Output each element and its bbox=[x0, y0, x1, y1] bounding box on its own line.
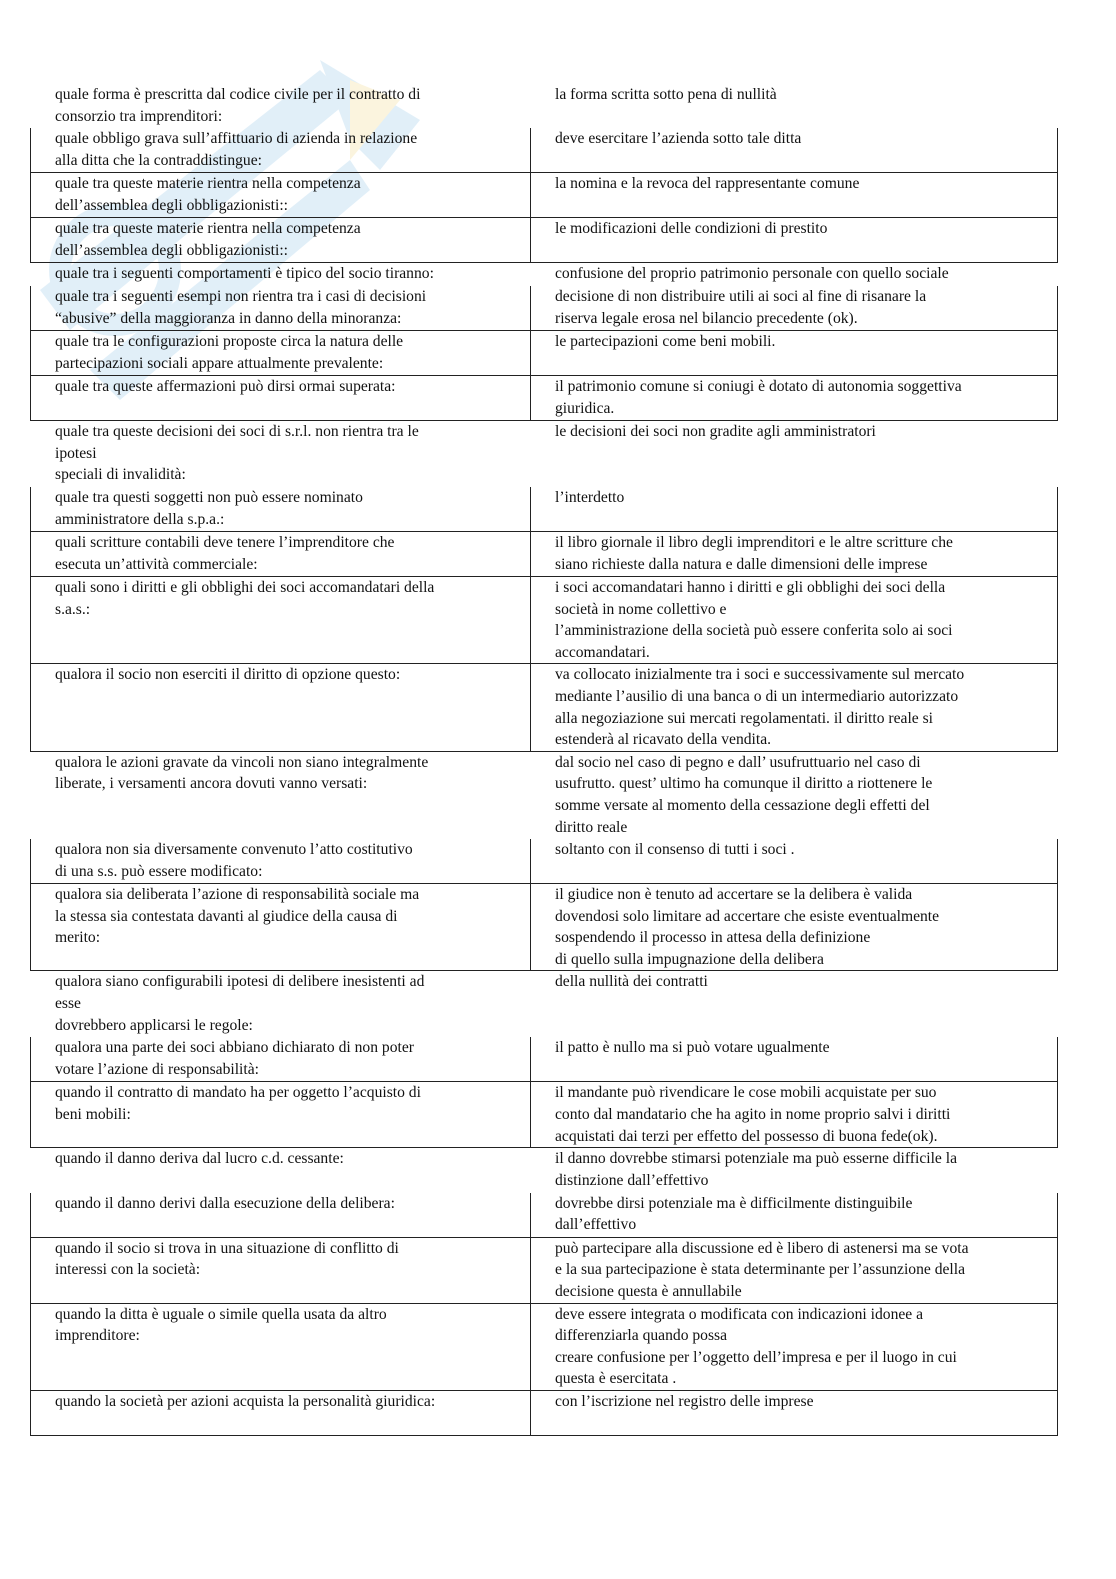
table-row bbox=[31, 286, 1058, 331]
question-cell: quali sono i diritti e gli obblighi dei soci accomandatari della s.a.s.: bbox=[31, 576, 531, 663]
question-cell: quando la ditta è uguale o simile quella usata da altro imprenditore: bbox=[31, 1303, 531, 1390]
question-cell: quale obbligo grava sull’affittuario di azienda in relazione alla ditta che la contraddistingue: bbox=[31, 128, 531, 173]
table-row bbox=[31, 1037, 1058, 1082]
table-row bbox=[31, 971, 1058, 1037]
answer-cell: la nomina e la revoca del rappresentante comune bbox=[531, 173, 1058, 218]
table-row bbox=[31, 884, 1058, 971]
answer-cell: il giudice non è tenuto ad accertare se la delibera è valida dovendosi solo limitare ad accertare che esiste eventualmente sospendendo il processo in attesa della definizione di quello sulla impugnazione della delibera bbox=[531, 884, 1058, 971]
answer-cell: dovrebbe dirsi potenziale ma è difficilmente distinguibile dall’effettivo bbox=[531, 1192, 1058, 1237]
answer-cell: va collocato inizialmente tra i soci e successivamente sul mercato mediante l’ausilio di una banca o di un intermediario autorizzato alla negoziazione sui mercati regolamentati. il diritto reale si estenderà al ricavato della vendita. bbox=[531, 664, 1058, 751]
answer-cell: con l’iscrizione nel registro delle imprese bbox=[531, 1391, 1058, 1436]
table-row bbox=[31, 1192, 1058, 1237]
table-row bbox=[31, 1237, 1058, 1303]
table-row bbox=[31, 1082, 1058, 1148]
table-row bbox=[31, 664, 1058, 751]
question-cell: qualora le azioni gravate da vincoli non siano integralmente liberate, i versamenti ancora dovuti vanno versati: bbox=[55, 753, 429, 793]
table-row bbox=[31, 376, 1058, 421]
answer-cell: le modificazioni delle condizioni di prestito bbox=[531, 218, 1058, 263]
question-cell: quale tra queste decisioni dei soci di s.r.l. non rientra tra le ipotesi speciali di invalidità: bbox=[55, 423, 419, 484]
question-cell: quando la società per azioni acquista la personalità giuridica: bbox=[31, 1391, 531, 1436]
table-row bbox=[31, 173, 1058, 218]
table-row bbox=[31, 751, 1058, 838]
answer-cell: soltanto con il consenso di tutti i soci . bbox=[531, 839, 1058, 884]
question-cell: quando il danno derivi dalla esecuzione della delibera: bbox=[31, 1192, 531, 1237]
question-cell: quando il socio si trova in una situazione di conflitto di interessi con la società: bbox=[31, 1237, 531, 1303]
answer-cell: le partecipazioni come beni mobili. bbox=[531, 331, 1058, 376]
table-row bbox=[31, 263, 1058, 286]
answer-cell: della nullità dei contratti bbox=[555, 973, 708, 991]
question-cell: quale tra queste materie rientra nella competenza dell’assemblea degli obbligazionisti:: bbox=[31, 173, 531, 218]
question-cell: quando il contratto di mandato ha per oggetto l’acquisto di beni mobili: bbox=[31, 1082, 531, 1148]
table-row bbox=[31, 839, 1058, 884]
question-cell: quale tra i seguenti comportamenti è tipico del socio tiranno: bbox=[55, 265, 434, 283]
answer-cell: il danno dovrebbe stimarsi potenziale ma può esserne difficile la distinzione dall’effettivo bbox=[555, 1150, 957, 1190]
table-row bbox=[31, 576, 1058, 663]
answer-cell: dal socio nel caso di pegno e dall’ usufruttuario nel caso di usufrutto. quest’ ultimo ha comunque il diritto a riottenere le somme versate al momento della cessazione degli effetti del diritto reale bbox=[555, 753, 933, 836]
answer-cell: deve essere integrata o modificata con indicazioni idonee a differenziarla quando possa creare confusione per l’oggetto dell’impresa e per il luogo in cui questa è esercitata . bbox=[531, 1303, 1058, 1390]
question-cell: quale tra questi soggetti non può essere nominato amministratore della s.p.a.: bbox=[31, 486, 531, 531]
question-cell: quale tra queste affermazioni può dirsi ormai superata: bbox=[31, 376, 531, 421]
question-cell: quale tra le configurazioni proposte circa la natura delle partecipazioni sociali appare attualmente prevalente: bbox=[31, 331, 531, 376]
question-cell: quali scritture contabili deve tenere l’imprenditore che esecuta un’attività commerciale: bbox=[31, 531, 531, 576]
table-row bbox=[31, 1391, 1058, 1436]
question-cell: quando il danno deriva dal lucro c.d. cessante: bbox=[55, 1150, 344, 1168]
table-row bbox=[31, 1303, 1058, 1390]
qa-table bbox=[30, 83, 1058, 1436]
answer-cell: le decisioni dei soci non gradite agli amministratori bbox=[555, 423, 876, 441]
table-row bbox=[31, 128, 1058, 173]
answer-cell: i soci accomandatari hanno i diritti e gli obblighi dei soci della società in nome collettivo e l’amministrazione della società può essere conferita solo ai soci accomandatari. bbox=[531, 576, 1058, 663]
answer-cell: deve esercitare l’azienda sotto tale ditta bbox=[531, 128, 1058, 173]
answer-cell: la forma scritta sotto pena di nullità bbox=[555, 86, 777, 103]
question-cell: quale tra queste materie rientra nella competenza dell’assemblea degli obbligazionisti:: bbox=[31, 218, 531, 263]
answer-cell: il patto è nullo ma si può votare ugualmente bbox=[531, 1037, 1058, 1082]
table-row bbox=[31, 331, 1058, 376]
answer-cell: decisione di non distribuire utili ai soci al fine di risanare la riserva legale erosa nel bilancio precedente (ok). bbox=[531, 286, 1058, 331]
question-cell: quale tra i seguenti esempi non rientra tra i casi di decisioni “abusive” della maggioranza in danno della minoranza: bbox=[31, 286, 531, 331]
question-cell: qualora non sia diversamente convenuto l’atto costitutivo di una s.s. può essere modificato: bbox=[31, 839, 531, 884]
question-cell: qualora il socio non eserciti il diritto di opzione questo: bbox=[31, 664, 531, 751]
answer-cell: l’interdetto bbox=[531, 486, 1058, 531]
table-row bbox=[31, 531, 1058, 576]
answer-cell: può partecipare alla discussione ed è libero di astenersi ma se vota e la sua partecipazione è stata determinante per l’assunzione della decisione questa è annullabile bbox=[531, 1237, 1058, 1303]
question-cell: qualora una parte dei soci abbiano dichiarato di non poter votare l’azione di responsabilità: bbox=[31, 1037, 531, 1082]
answer-cell: il libro giornale il libro degli imprenditori e le altre scritture che siano richieste dalla natura e dalle dimensioni delle imprese bbox=[531, 531, 1058, 576]
question-cell: quale forma è prescritta dal codice civile per il contratto di consorzio tra imprenditori: bbox=[55, 86, 421, 125]
answer-cell: confusione del proprio patrimonio personale con quello sociale bbox=[555, 265, 949, 283]
table-row bbox=[31, 218, 1058, 263]
answer-cell: il patrimonio comune si coniugi è dotato di autonomia soggettiva giuridica. bbox=[531, 376, 1058, 421]
table-row bbox=[31, 84, 1058, 128]
table-row bbox=[31, 421, 1058, 487]
table-row bbox=[31, 1148, 1058, 1192]
question-cell: qualora siano configurabili ipotesi di delibere inesistenti ad esse dovrebbero applicarsi le regole: bbox=[55, 973, 425, 1034]
answer-cell: il mandante può rivendicare le cose mobili acquistate per suo conto dal mandatario che ha agito in nome proprio salvi i diritti acquistati dai terzi per effetto del possesso di buona fede(ok). bbox=[531, 1082, 1058, 1148]
question-cell: qualora sia deliberata l’azione di responsabilità sociale ma la stessa sia contestata davanti al giudice della causa di merito: bbox=[31, 884, 531, 971]
table-row bbox=[31, 486, 1058, 531]
